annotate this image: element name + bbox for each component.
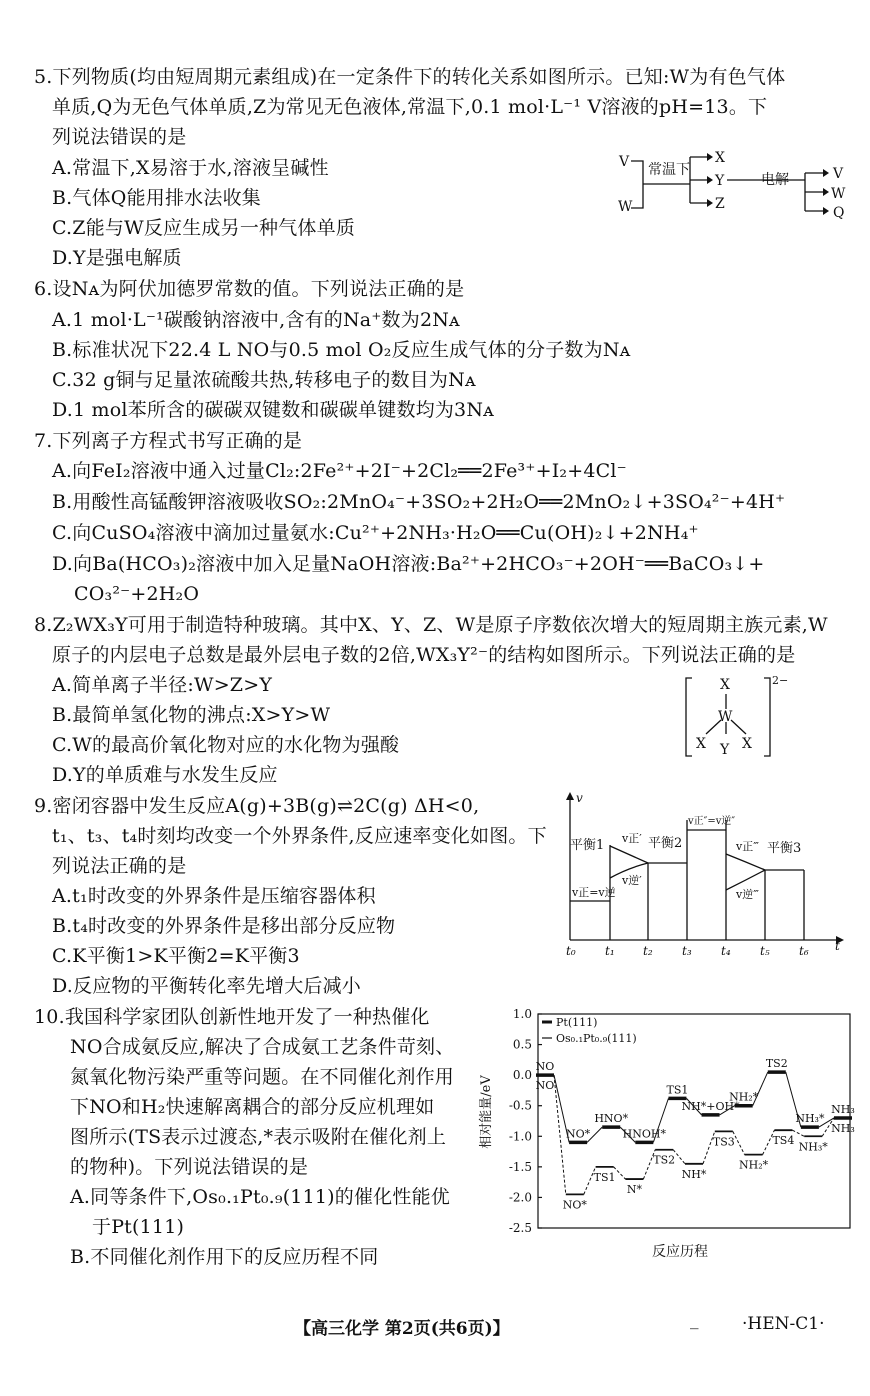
- point-label-1-8: TS4: [772, 1134, 795, 1148]
- footer-page-info: 【高三化学 第2页(共6页)】: [294, 1319, 510, 1339]
- legend-label-1: Os₀.₁Pt₀.₉(111): [556, 1032, 637, 1045]
- point-label-1-7: NH₂*: [739, 1158, 769, 1172]
- q9-stem-line3: 列说法正确的是: [52, 855, 187, 877]
- q9-t6: t₆: [799, 944, 809, 958]
- q5-mid-y: Y: [715, 173, 725, 189]
- point-label-0-8: NH₃*: [795, 1112, 825, 1126]
- q9-option-a: A.t₁时改变的外界条件是压缩容器体积: [52, 885, 376, 907]
- point-label-0-3: HNOH*: [622, 1127, 667, 1141]
- q9-t5: t₅: [760, 944, 770, 958]
- q10-y-axis-label: 相对能量/eV: [479, 1075, 494, 1149]
- q5-stem-line2: 单质,Q为无色气体单质,Z为常见无色液体,常温下,0.1 mol·L⁻¹ V溶液的pH=13。下: [52, 96, 768, 118]
- point-label-0-9: NH₃: [831, 1102, 855, 1116]
- q9-eq2: 平衡2: [648, 836, 683, 851]
- q6-stem: 6.设Nᴀ为阿伏加德罗常数的值。下列说法正确的是: [34, 278, 465, 300]
- q7-option-b: B.用酸性高锰酸钾溶液吸收SO₂:2MnO₄⁻+3SO₂+2H₂O══2MnO₂↓+3SO₄²⁻+4H⁺: [52, 491, 786, 513]
- q5-in-w: W: [618, 199, 633, 215]
- q8-atom-bottom: Y: [720, 742, 730, 758]
- q10-stem-line4: 下NO和H₂快速解离耦合的部分反应机理如: [70, 1096, 435, 1118]
- q5-cond2: 电解: [761, 172, 789, 188]
- q9-option-b: B.t₄时改变的外界条件是移出部分反应物: [52, 915, 396, 937]
- point-label-1-4: TS2: [653, 1153, 676, 1167]
- point-label-1-3: N*: [626, 1183, 642, 1197]
- q9-stem-line1: 9.密闭容器中发生反应A(g)+3B(g)⇌2C(g) ΔH<0,: [34, 795, 480, 817]
- q9-v-rev3: v逆‴: [736, 888, 759, 901]
- connector-0-7: [753, 1072, 768, 1106]
- q5-option-a: A.常温下,X易溶于水,溶液呈碱性: [52, 157, 329, 179]
- y-tick-label: -1.0: [508, 1129, 532, 1144]
- q10-option-b: B.不同催化剂作用下的反应历程不同: [70, 1246, 379, 1268]
- q6-option-d: D.1 mol苯所含的碳碳双键数和碳碳单键数均为3Nᴀ: [52, 399, 495, 421]
- point-label-1-5: NH*: [681, 1167, 707, 1181]
- q10-stem-line5: 图所示(TS表示过渡态,*表示吸附在催化剂上: [70, 1126, 447, 1148]
- q10-stem-line3: 氮氧化物污染严重等问题。在不同催化剂作用: [70, 1066, 455, 1088]
- point-label-0-4: TS1: [666, 1083, 689, 1097]
- q10-option-a: A.同等条件下,Os₀.₁Pt₀.₉(111)的催化性能优: [70, 1186, 450, 1208]
- q10-stem-line6: 的物种)。下列说法错误的是: [70, 1156, 309, 1178]
- point-label-1-2: TS1: [593, 1170, 616, 1184]
- q6-option-b: B.标准状况下22.4 L NO与0.5 mol O₂反应生成气体的分子数为Nᴀ: [52, 339, 631, 361]
- point-label-1-6: TS3: [712, 1135, 735, 1149]
- y-tick-label: 0.5: [512, 1037, 532, 1052]
- q7-option-d: D.向Ba(HCO₃)₂溶液中加入足量NaOH溶液:Ba²⁺+2HCO₃⁻+2OH⁻══BaCO₃↓+: [52, 553, 765, 575]
- y-tick-label: 0.0: [512, 1068, 532, 1083]
- q6-option-a: A.1 mol·L⁻¹碳酸钠溶液中,含有的Na⁺数为2Nᴀ: [52, 309, 460, 331]
- q5-option-c: C.Z能与W反应生成另一种气体单质: [52, 217, 356, 239]
- q9-option-d: D.反应物的平衡转化率先增大后减小: [52, 975, 361, 997]
- q10-energy-chart: [476, 1000, 860, 1268]
- q10-x-axis-label: 反应历程: [652, 1244, 708, 1260]
- q9-v-eq2: v正″=v逆″: [688, 816, 736, 827]
- point-label-1-10: NH₃: [831, 1121, 855, 1135]
- q5-option-d: D.Y是强电解质: [52, 247, 182, 269]
- point-label-0-6: NH₂*: [729, 1090, 759, 1104]
- q8-structure: [682, 672, 792, 762]
- q8-atom-right: X: [742, 736, 752, 752]
- q9-v-eq: v正=v逆: [572, 886, 616, 899]
- q9-y-axis: v: [576, 791, 583, 805]
- footer-code: ·HEN-C1·: [742, 1314, 825, 1334]
- q9-t1: t₁: [605, 944, 615, 958]
- q9-rate-graph: [560, 790, 850, 960]
- y-tick-label: -2.0: [508, 1190, 532, 1205]
- q5-mid-x: X: [715, 150, 725, 166]
- y-tick-label: -1.5: [508, 1159, 532, 1174]
- q9-v-fwd1: v正′: [622, 832, 642, 845]
- q5-stem-line1: 5.下列物质(均由短周期元素组成)在一定条件下的转化关系如图所示。已知:W为有色气体: [34, 66, 786, 88]
- q10-stem-line1: 10.我国科学家团队创新性地开发了一种热催化: [34, 1006, 430, 1028]
- point-label-0-7: TS2: [765, 1057, 788, 1071]
- y-tick-label: -0.5: [508, 1098, 532, 1113]
- q5-stem-line3: 列说法错误的是: [52, 126, 187, 148]
- q5-cond1: 常温下: [648, 162, 690, 178]
- q9-x-axis: t: [835, 939, 840, 953]
- q5-option-b: B.气体Q能用排水法收集: [52, 187, 261, 209]
- q7-option-c: C.向CuSO₄溶液中滴加过量氨水:Cu²⁺+2NH₃·H₂O══Cu(OH)₂↓+2NH₄⁺: [52, 522, 699, 544]
- q5-out-v: V: [833, 166, 844, 182]
- q5-in-v: V: [619, 154, 630, 170]
- point-label-1-9: NH₃*: [798, 1140, 828, 1154]
- q9-eq3: 平衡3: [767, 841, 802, 856]
- q9-t2: t₂: [643, 944, 653, 958]
- q8-atom-center: W: [718, 709, 733, 725]
- q7-stem: 7.下列离子方程式书写正确的是: [34, 430, 303, 452]
- q9-t0: t₀: [566, 944, 576, 958]
- point-label-0-2: HNO*: [594, 1112, 629, 1126]
- y-tick-label: 1.0: [512, 1007, 532, 1021]
- q8-option-a: A.简单离子半径:W>Z>Y: [52, 674, 273, 696]
- q8-atom-left: X: [696, 736, 706, 752]
- q8-option-b: B.最简单氢化物的沸点:X>Y>W: [52, 704, 331, 726]
- q6-option-c: C.32 g铜与足量浓硫酸共热,转移电子的数目为Nᴀ: [52, 369, 476, 391]
- q9-v-fwd3: v正‴: [736, 840, 759, 853]
- q5-out-w: W: [831, 186, 846, 202]
- q5-out-q: Q: [833, 205, 845, 221]
- q9-eq1: 平衡1: [570, 838, 605, 853]
- q9-stem-line2: t₁、t₃、t₄时刻均改变一个外界条件,反应速率变化如图。下: [52, 825, 547, 847]
- q7-option-d-cont: CO₃²⁻+2H₂O: [74, 583, 200, 605]
- point-label-0-0: NO: [535, 1060, 555, 1074]
- point-label-0-5: NH*+OH*: [681, 1099, 740, 1113]
- q8-charge: 2−: [772, 674, 789, 687]
- q8-option-d: D.Y的单质难与水发生反应: [52, 764, 278, 786]
- y-tick-label: -2.5: [508, 1221, 532, 1235]
- q5-mid-z: Z: [715, 196, 725, 212]
- point-label-0-1: NO*: [566, 1127, 591, 1141]
- q7-option-a: A.向FeI₂溶液中通入过量Cl₂:2Fe²⁺+2I⁻+2Cl₂══2Fe³⁺+I₂+4Cl⁻: [52, 460, 627, 482]
- q5-conversion-diagram: [615, 148, 855, 226]
- point-label-1-1: NO*: [562, 1198, 587, 1212]
- q8-stem-line2: 原子的内层电子总数是最外层电子数的2倍,WX₃Y²⁻的结构如图所示。下列说法正确的是: [52, 644, 796, 666]
- q10-stem-line2: NO合成氨反应,解决了合成氨工艺条件苛刻、: [70, 1036, 455, 1058]
- point-label-1-0: NO: [535, 1079, 555, 1093]
- footer-dash: _: [690, 1310, 699, 1330]
- q9-t4: t₄: [721, 944, 731, 958]
- q9-v-rev1: v逆′: [622, 874, 642, 887]
- q8-option-c: C.W的最高价氧化物对应的水化物为强酸: [52, 734, 400, 756]
- legend-label-0: Pt(111): [556, 1016, 598, 1029]
- connector-1-1: [554, 1075, 566, 1194]
- q9-option-c: C.K平衡1>K平衡2=K平衡3: [52, 945, 300, 967]
- q8-stem-line1: 8.Z₂WX₃Y可用于制造特种玻璃。其中X、Y、Z、W是原子序数依次增大的短周期主族元素,W: [34, 614, 828, 636]
- q8-atom-top: X: [720, 677, 730, 693]
- q9-t3: t₃: [682, 944, 692, 958]
- q10-option-a-cont: 于Pt(111): [92, 1216, 185, 1238]
